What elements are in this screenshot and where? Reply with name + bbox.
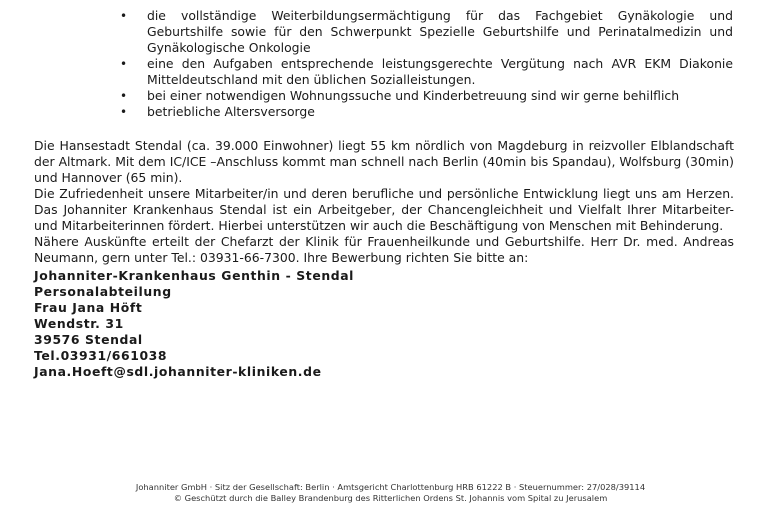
page-footer bbox=[0, 482, 781, 504]
address-street: Wendstr. 31 bbox=[34, 316, 124, 331]
footer-legal-line: Johanniter GmbH · Sitz der Gesellschaft: Berlin · Amtsgericht Charlottenburg HRB 61222 B · Steuernummer: 27/028/39114 bbox=[135, 482, 646, 492]
application-address bbox=[34, 268, 354, 380]
paragraph-employer: Die Zufriedenheit unsere Mitarbeiter/in und deren berufliche und persönliche Entwicklung liegt uns am Herzen. Das Johanniter Krankenhaus Stendal ist ein Arbeitgeber, der Chancengleichheit und Vielfalt Ihrer Mitarbeiter- und Mitarbeiterinnen fördert. Hierbei unterstützen wir auch die Beschäftigung von Menschen mit Behinderung. bbox=[34, 186, 734, 233]
benefit-text: bei einer notwendigen Wohnungssuche und Kinderbetreuung sind wir gerne behilflich bbox=[147, 88, 680, 103]
body-text bbox=[34, 138, 734, 266]
bullet-icon: • bbox=[120, 89, 128, 103]
benefit-item bbox=[0, 8, 781, 56]
benefit-text: die vollständige Weiterbildungsermächtigung für das Fachgebiet Gynäkologie und Geburtshilfe sowie für den Schwerpunkt Spezielle Geburtshilfe und Perinatalmedizin und Gynäkologische Onkologie bbox=[147, 8, 733, 55]
footer-copyright-line: © Geschützt durch die Balley Brandenburg des Ritterlichen Ordens St. Johannis vom Spital zu Jerusalem bbox=[173, 493, 608, 503]
benefit-item bbox=[0, 56, 781, 88]
address-organization: Johanniter-Krankenhaus Genthin - Stendal bbox=[34, 268, 355, 283]
address-phone: Tel.03931/661038 bbox=[34, 348, 168, 363]
benefit-text: betriebliche Altersversorge bbox=[147, 104, 315, 119]
benefit-text: eine den Aufgaben entsprechende leistungsgerechte Vergütung nach AVR EKM Diakonie Mitteldeutschland mit den üblichen Sozialleistungen. bbox=[147, 56, 733, 87]
bullet-icon: • bbox=[120, 57, 128, 71]
bullet-icon: • bbox=[120, 105, 128, 119]
benefits-list bbox=[0, 8, 781, 120]
paragraph-contact: Nähere Auskünfte erteilt der Chefarzt der Klinik für Frauenheilkunde und Geburtshilfe. Herr Dr. med. Andreas Neumann, gern unter Tel.: 03931-66-7300. Ihre Bewerbung richten Sie bitte an: bbox=[34, 234, 734, 265]
address-contact: Frau Jana Höft bbox=[34, 300, 143, 315]
address-department: Personalabteilung bbox=[34, 284, 172, 299]
benefit-item bbox=[0, 88, 781, 104]
address-email: Jana.Hoeft@sdl.johanniter-kliniken.de bbox=[34, 364, 322, 379]
benefit-item bbox=[0, 104, 781, 120]
bullet-icon: • bbox=[120, 9, 128, 23]
paragraph-location: Die Hansestadt Stendal (ca. 39.000 Einwohner) liegt 55 km nördlich von Magdeburg in reizvoller Elblandschaft der Altmark. Mit dem IC/ICE –Anschluss kommt man schnell nach Berlin (40min bis Spandau), Wolfsburg (30min) und Hannover (65 min). bbox=[34, 138, 734, 185]
address-city: 39576 Stendal bbox=[34, 332, 143, 347]
